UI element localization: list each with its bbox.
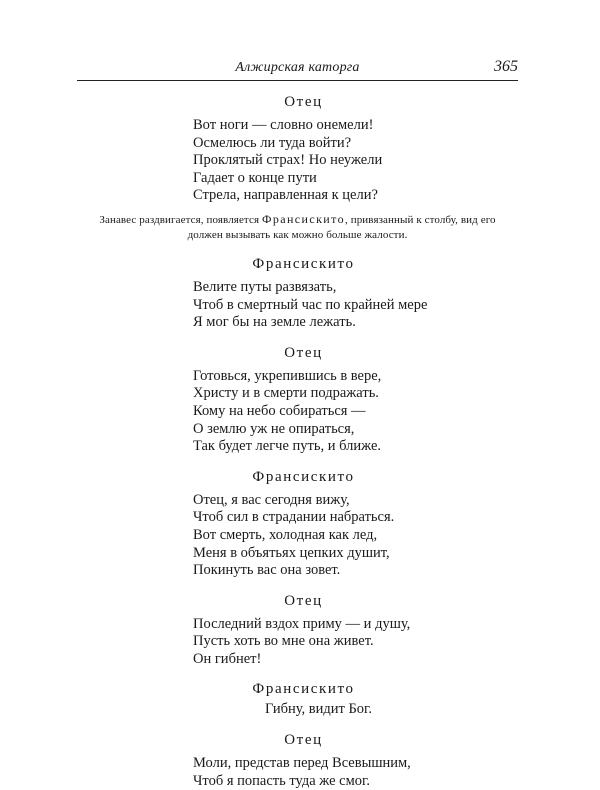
stage-direction-text: Занавес раздвигается, появляется — [99, 213, 262, 226]
verse-block — [193, 616, 518, 669]
stage-direction-text: должен вызывать как можно больше жалости. — [187, 228, 408, 241]
verse-block — [265, 701, 518, 719]
verse-line: Моли, представ перед Всевышним, — [193, 755, 411, 772]
verse-line: Чтоб в смертный час по крайней мере — [193, 296, 428, 313]
page-body — [77, 85, 518, 790]
verse-line: Гадает о конце пути — [193, 169, 317, 186]
verse-line: Чтоб сил в страдании набраться. — [193, 509, 395, 526]
verse-line: Осмелюсь ли туда войти? — [193, 134, 352, 151]
speaker-name: Отец — [284, 732, 323, 749]
verse-block — [193, 492, 518, 580]
verse-line: Проклятый страх! Но неужели — [193, 152, 383, 169]
verse-line: Кому на небо собираться — — [193, 402, 366, 419]
verse-line: Так будет легче путь, и ближе. — [193, 438, 382, 455]
running-title: Алжирская каторга — [235, 60, 360, 75]
verse-line: Стрела, направленная к цели? — [193, 187, 378, 204]
speaker-name: Отец — [284, 344, 323, 361]
stage-direction-character: Франсискито — [261, 211, 346, 226]
verse-line: Покинуть вас она зовет. — [193, 562, 341, 579]
verse-block — [193, 755, 518, 790]
verse-line: Вот ноги — словно онемели! — [193, 117, 374, 133]
speaker-name: Отец — [284, 94, 323, 110]
verse-line: Я мог бы на земле лежать. — [193, 314, 356, 331]
speaker-name: Франсискито — [252, 255, 355, 272]
speaker-name: Франсискито — [252, 681, 355, 698]
verse-line: Гибну, видит Бог. — [265, 701, 372, 718]
verse-line: Велите путы развязать, — [193, 278, 337, 295]
verse-block — [193, 279, 518, 332]
verse-line: Вот смерть, холодная как лед, — [193, 526, 378, 543]
stage-direction — [77, 212, 518, 243]
speaker-name: Франсискито — [252, 468, 355, 485]
verse-line: Он гибнет! — [193, 650, 262, 667]
stage-direction-text: , привязанный к столбу, вид его — [345, 213, 496, 226]
verse-line: О землю уж не опираться, — [193, 420, 355, 437]
running-header — [77, 58, 518, 81]
verse-line: Меня в объятьях цепких душит, — [193, 544, 390, 561]
page-number: 365 — [494, 58, 518, 75]
speaker-name: Отец — [284, 592, 323, 609]
verse-line: Последний вздох приму — и душу, — [193, 615, 411, 632]
verse-line: Пусть хоть во мне она живет. — [193, 633, 374, 650]
verse-block — [193, 368, 518, 456]
verse-line: Христу и в смерти подражать. — [193, 385, 379, 402]
verse-line: Чтоб я попасть туда же смог. — [193, 772, 370, 789]
verse-line: Отец, я вас сегодня вижу, — [193, 491, 350, 508]
verse-line: Готовься, укрепившись в вере, — [193, 367, 382, 384]
verse-block — [193, 117, 518, 205]
